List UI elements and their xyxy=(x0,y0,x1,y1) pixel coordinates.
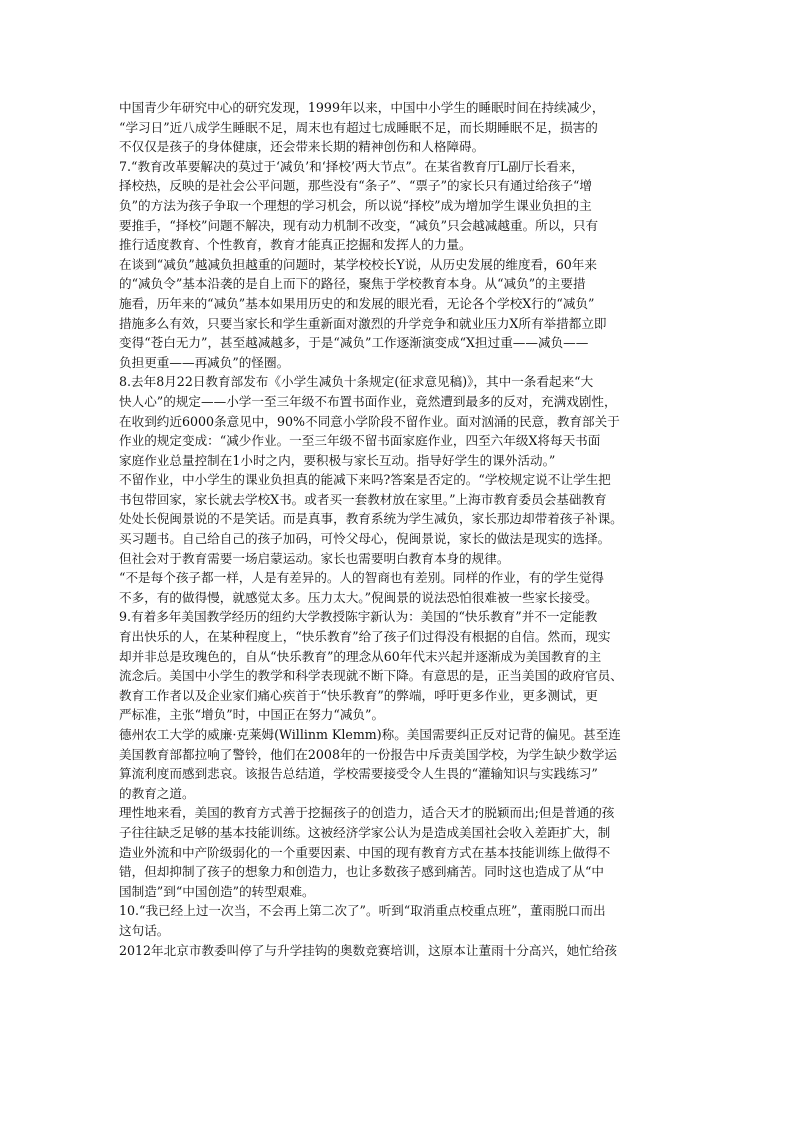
text-line: 却并非总是玫瑰色的，自从“快乐教育”的理念从60年代末兴起并逐渐成为美国教育的主 xyxy=(119,648,602,664)
text-line: 2012年北京市教委叫停了与升学挂钩的奥数竞赛培训，这原本让董雨十分高兴，她忙给孩 xyxy=(119,942,618,958)
text-line: 施看，历年来的“减负”基本如果用历史的和发展的眼光看，无论各个学校X行的“减负” xyxy=(119,295,595,311)
text-line: 负担更重——再减负”的怪圈。 xyxy=(119,354,290,370)
text-line: “不是每个孩子都一样，人是有差异的。人的智商也有差别。同样的作业，有的学生觉得 xyxy=(119,570,605,586)
text-line: 7.“教育改革要解决的莫过于‘减负’和‘择校’两大节点”。在某省教育厅L副厅长看来， xyxy=(119,158,584,174)
text-line: 子往往缺乏足够的基本技能训练。这被经济学家公认为是造成美国社会收入差距扩大，制 xyxy=(119,824,611,840)
text-line: 在收到约近6000条意见中，90%不同意小学阶段不留作业。面对汹涌的民意，教育部关于 xyxy=(119,413,620,429)
text-line: 变得“苍白无力”，甚至越减越多，于是“减负”工作逐渐演变成“X担过重——减负—— xyxy=(119,335,589,351)
text-line: 算流利度而感到悲哀。该报告总结道，学校需要接受令人生畏的“灌输知识与实践练习” xyxy=(119,766,598,782)
text-line: 书包带回家，家长就去学校X书。或者买一套教材放在家里。”上海市教育委员会基础教育 xyxy=(119,491,607,507)
text-line: 育出快乐的人，在某种程度上，“快乐教育”给了孩子们过得没有根据的自信。然而，现实 xyxy=(119,629,611,645)
text-line: 作业的规定变成：“减少作业。一至三年级不留书面家庭作业，四至六年级X将每天书面 xyxy=(119,433,601,449)
text-line: 这句话。 xyxy=(119,922,170,938)
text-line: 国制造”到“中国创造”的转型艰难。 xyxy=(119,883,315,899)
text-line: 快人心”的规定——小学一至三年级不布置书面作业，竟然遭到最多的反对，充满戏剧性， xyxy=(119,393,617,409)
text-line: 造业外流和中产阶级弱化的一个重要因素、中国的现有教育方式在基本技能训练上做得不 xyxy=(119,844,611,860)
text-line: 流念后。美国中小学生的教学和科学表现就不断下降。有意思的是，正当美国的政府官员、 xyxy=(119,668,623,684)
text-line: 严标准，主张“增负”时，中国正在努力“减负”。 xyxy=(119,707,385,723)
text-line: 的“减负令”基本沿袭的是自上而下的路径，聚焦于学校教育本身。从“减负”的主要措 xyxy=(119,276,586,292)
text-line: 推行适度教育、个性教育，教育才能真正挖掘和发挥人的力量。 xyxy=(119,237,472,253)
text-line: 教育工作者以及企业家们痛心疾首于“快乐教育”的弊端，呼吁更多作业，更多测试，更 xyxy=(119,687,598,703)
text-line: 措施多么有效，只要当家长和学生重新面对激烈的升学竞争和就业压力X所有举措都立即 xyxy=(119,315,607,331)
text-line: 但社会对于教育需要一场启蒙运动。家长也需要明白教育本身的规律。 xyxy=(119,550,510,566)
text-line: 负”的方法为孩子争取一个理想的学习机会，所以说“择校”成为增加学生课业负担的主 xyxy=(119,197,592,213)
text-line: 在谈到“减负”越减负担越重的问题时，某学校校长Y说，从历史发展的维度看，60年来 xyxy=(119,256,597,272)
text-line: 家庭作业总量控制在1小时之内，要积极与家长互动。指导好学生的课外活动。” xyxy=(119,452,556,468)
text-line: 9.有着多年美国教学经历的纽约大学教授陈宇新认为：美国的“快乐教育”并不一定能教 xyxy=(119,609,598,625)
text-line: 不仅仅是孩子的身体健康，还会带来长期的精神创伤和人格障碍。 xyxy=(119,139,485,155)
text-line: 德州农工大学的威廉·克莱姆(Willinm Klemm)称。美国需要纠正反对记背的偏见。甚至连 xyxy=(119,727,621,742)
document-body xyxy=(119,98,679,960)
text-line: 买习题书。自己给自己的孩子加码，可怜父母心，倪闽景说，家长的做法是现实的选择。 xyxy=(119,531,611,547)
text-line: 错，但却抑制了孩子的想象力和创造力，也让多数孩子感到痛苦。同时这也造成了从“中 xyxy=(119,864,605,880)
text-line: 处处长倪闽景说的不是笑话。而是真事，教育系统为学生减负，家长那边却带着孩子补课。 xyxy=(119,511,623,527)
text-line: 不多，有的做得慢，就感觉太多。压力太大。”倪闽景的说法恐怕很难被一些家长接受。 xyxy=(119,589,598,605)
text-line: 10.“我已经上过一次当，不会再上第二次了”。听到“取消重点校重点班”，董雨脱口而出 xyxy=(119,903,606,919)
text-line: 中国青少年研究中心的研究发现，1999年以来，中国中小学生的睡眠时间在持续减少， xyxy=(119,100,605,115)
text-line: 不留作业，中小学生的课业负担真的能减下来吗?答案是否定的。“学校规定说不让学生把 xyxy=(119,472,611,488)
text-line: 美国教育部都拉响了警铃，他们在2008年的一份报告中斥责美国学校，为学生缺少数学运 xyxy=(119,746,618,762)
text-line: “学习日”近八成学生睡眠不足，周末也有超过七成睡眠不足，而长期睡眠不足，损害的 xyxy=(119,119,598,135)
text-line: 要推手，“择校”问题不解决，现有动力机制不改变，“减负”只会越减越重。所以，只有 xyxy=(119,217,599,233)
text-line: 理性地来看，美国的教育方式善于挖掘孩子的创造力，适合天才的脱颖而出;但是普通的孩 xyxy=(119,805,615,821)
text-line: 8.去年8月22日教育部发布《小学生减负十条规定(征求意见稿)》，其中一条看起来“大 xyxy=(119,374,594,390)
text-line: 的教育之道。 xyxy=(119,785,195,801)
text-line: 择校热，反映的是社会公平问题，那些没有“条子”、“票子”的家长只有通过给孩子“增 xyxy=(119,178,592,194)
